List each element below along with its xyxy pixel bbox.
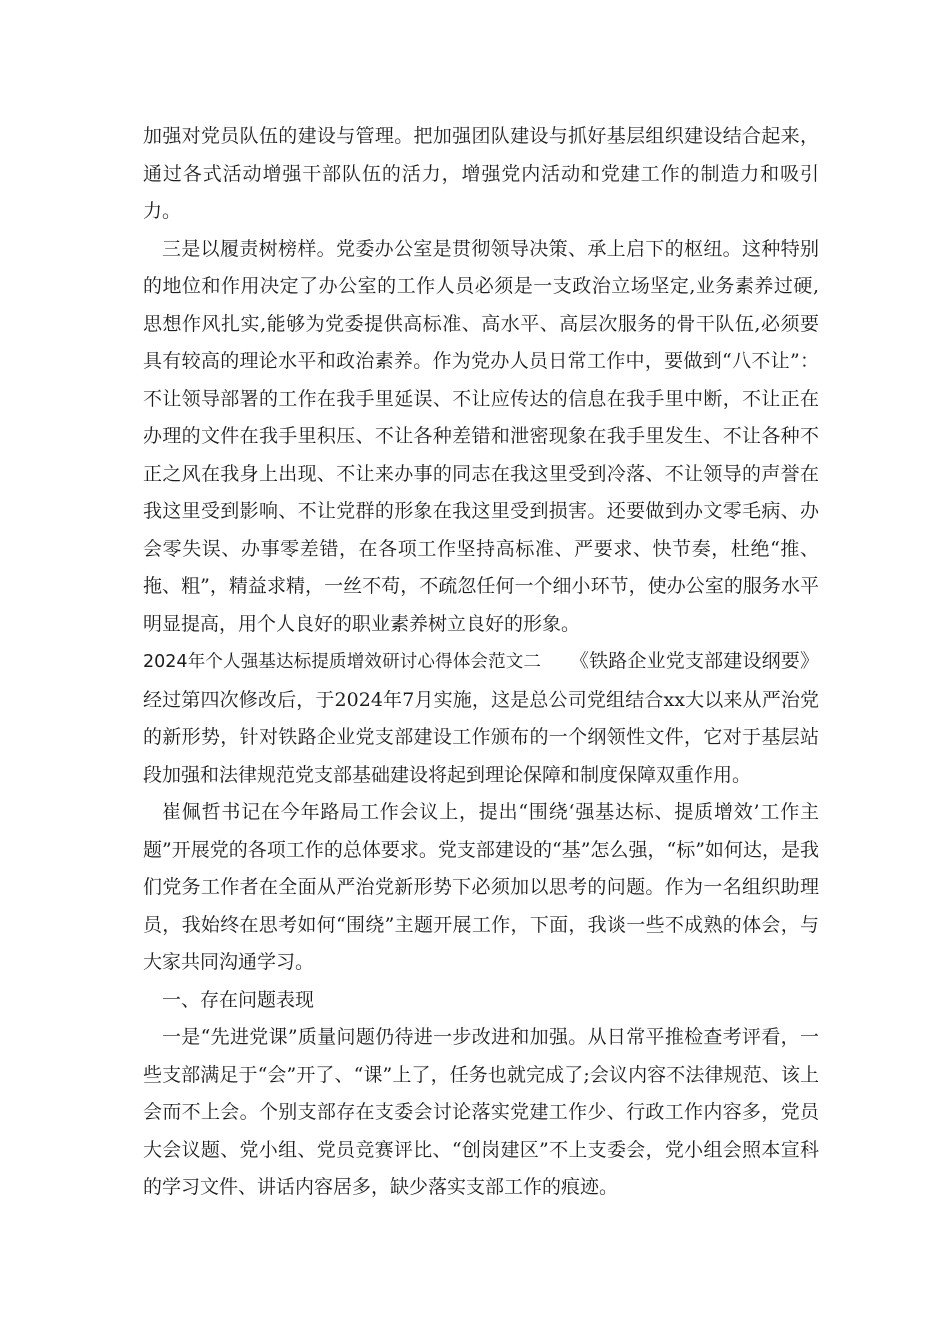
document-body xyxy=(143,118,819,1207)
paragraph-essay-two xyxy=(143,643,819,794)
essay-opening: 《铁路企业党支部建设纲要》经过第四次修改后，于2024年7月实施，这是总公司党组结合xx大以来从严治党的新形势，针对铁路企业党支部建设工作颁布的一个纲领性文件，它对于基层站段加强和法律规范党支部基础建设将起到理论保障和制度保障双重作用。 xyxy=(143,650,819,786)
essay-title: 2024年个人强基达标提质增效研讨心得体会范文二 xyxy=(143,652,542,672)
paragraph-party-lesson-quality: 一是“先进党课”质量问题仍待进一步改进和加强。从日常平推检查考评看，一些支部满足于“会”开了、“课”上了，任务也就完成了;会议内容不法律规范、该上会而不上会。个别支部存在支委会讨论落实党建工作少、行政工作内容多，党员大会议题、党小组、党员竞赛评比、“创岗建区”不上支委会，党小组会照本宣科的学习文件、讲话内容居多，缺少落实支部工作的痕迹。 xyxy=(143,1026,819,1198)
paragraph-team-building: 加强对党员队伍的建设与管理。把加强团队建设与抓好基层组织建设结合起来，通过各式活动增强干部队伍的活力，增强党内活动和党建工作的制造力和吸引力。 xyxy=(143,125,819,222)
paragraph-role-model: 三是以履责树榜样。党委办公室是贯彻领导决策、承上启下的枢纽。这种特别的地位和作用决定了办公室的工作人员必须是一支政治立场坚定,业务素养过硬,思想作风扎实,能够为党委提供高标准、高水平、高层次服务的骨干队伍,必须要具有较高的理论水平和政治素养。作为党办人员日常工作中，要做到“八不让”：不让领导部署的工作在我手里延误、不让应传达的信息在我手里中断，不让正在办理的文件在我手里积压、不让各种差错和泄密现象在我手里发生、不让各种不正之风在我身上出现、不让来办事的同志在我这里受到冷落、不让领导的声誉在我这里受到影响、不让党群的形象在我这里受到损害。还要做到办文零毛病、办会零失误、办事零差错，在各项工作坚持高标准、严要求、快节奏，杜绝“推、拖、粗”，精益求精，一丝不苟，不疏忽任何一个细小环节，使办公室的服务水平明显提高，用个人良好的职业素养树立良好的形象。 xyxy=(143,237,819,635)
section-heading-problems: 一、存在问题表现 xyxy=(162,988,315,1011)
paragraph-secretary-requirements: 崔佩哲书记在今年路局工作会议上，提出“围绕‘强基达标、提质增效’工作主题”开展党的各项工作的总体要求。党支部建设的“基”怎么强，“标”如何达，是我们党务工作者在全面从严治党新形势下必须加以思考的问题。作为一名组织助理员，我始终在思考如何“围绕”主题开展工作，下面，我谈一些不成熟的体会，与大家共同沟通学习。 xyxy=(143,801,819,973)
